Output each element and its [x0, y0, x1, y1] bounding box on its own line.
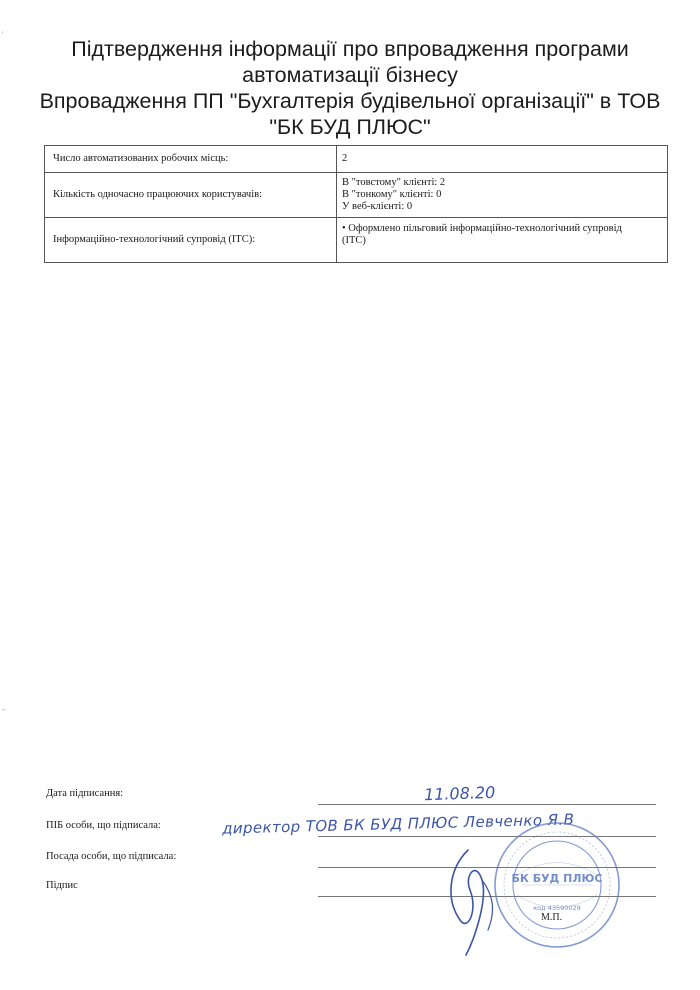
stamp-place-label: М.П. — [541, 912, 563, 923]
stamp-code-text: код 43590029 — [533, 904, 581, 912]
row-key: Кількість одночасно працюючих користувачів: — [45, 173, 337, 218]
stamp-center-text: БК БУД ПЛЮС — [511, 872, 603, 885]
title-line-3: Впровадження ПП "Бухгалтерія будівельної організації" в ТОВ — [39, 89, 661, 113]
title-line-1: Підтвердження інформації про впровадження програми — [71, 37, 629, 61]
signature-label: Підпис — [46, 880, 78, 891]
value-line: В "товстому" клієнті: 2 — [342, 177, 446, 188]
row-value — [337, 173, 668, 218]
value-line: В "тонкому" клієнті: 0 — [342, 189, 442, 200]
info-table — [44, 145, 668, 263]
handwritten-name: директор ТОВ БК БУД ПЛЮС Левченко Я.В — [221, 810, 575, 838]
title-line-4: "БК БУД ПЛЮС" — [269, 115, 431, 139]
value-line: (ІТС) — [342, 235, 366, 246]
handwritten-date: 11.08.20 — [423, 782, 496, 805]
handwritten-signature — [438, 840, 508, 960]
edge-mark: - — [2, 704, 5, 714]
signer-name-label: ПІБ особи, що підписала: — [46, 820, 161, 831]
signing-date-label: Дата підписання: — [46, 788, 124, 799]
title-line-2: автоматизації бізнесу — [242, 63, 458, 87]
table-row — [45, 218, 668, 263]
value-line: 2 — [342, 153, 348, 164]
edge-mark: ' — [2, 30, 4, 40]
row-value — [337, 146, 668, 173]
company-stamp — [492, 820, 622, 950]
table-row — [45, 146, 668, 173]
value-line: У веб-клієнті: 0 — [342, 201, 413, 212]
row-value — [337, 218, 668, 263]
signer-position-label: Посада особи, що підписала: — [46, 851, 177, 862]
document-title — [30, 36, 670, 140]
table-row — [45, 173, 668, 218]
signing-date-line — [318, 804, 656, 805]
value-line: • Оформлено пільговий інформаційно-технологічний супровід — [342, 223, 622, 234]
row-key: Інформаційно-технологічний супровід (ІТС): — [45, 218, 337, 263]
row-key: Число автоматизованих робочих місць: — [45, 146, 337, 173]
